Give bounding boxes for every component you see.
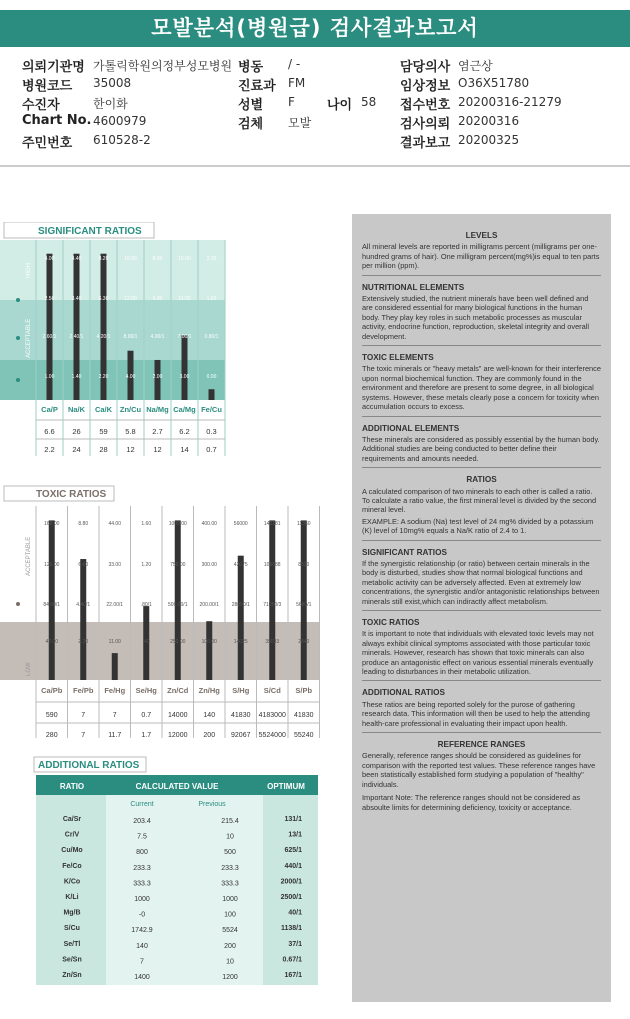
- current-value: 59: [99, 427, 108, 436]
- current-value: 41830: [294, 712, 314, 719]
- tick-label: 400.00: [201, 521, 217, 527]
- dept-label: 진료과: [238, 79, 276, 94]
- significant-ratios-chart: [0, 222, 240, 482]
- previous-value: 215.4: [221, 818, 239, 825]
- divider: [362, 467, 601, 468]
- requester-label: 의뢰기관명: [22, 60, 85, 75]
- tick-label: 500.00/1: [168, 602, 188, 608]
- tick-label: 1000.00: [168, 521, 187, 527]
- reference-note: Important Note: The reference ranges should not be considered as absoulte limits for determining deficiency, toxicity or acceptance.: [362, 793, 581, 812]
- subject-value: 한이화: [93, 97, 128, 111]
- tick-label: .80/1: [140, 602, 152, 608]
- bar-S-Pb: [301, 520, 307, 680]
- subheader-current: Current: [130, 801, 154, 808]
- tick-label: 1.00: [44, 374, 55, 380]
- previous-value: 10: [226, 833, 234, 841]
- marker-dot: [16, 298, 20, 302]
- code-label: 병원코드: [22, 79, 73, 94]
- column-name: Fe/Hg: [104, 686, 126, 695]
- optimum-value: 13/1: [288, 831, 302, 839]
- column-name: Na/Mg: [146, 405, 169, 414]
- current-value: 7: [81, 712, 86, 719]
- bar-S-Cd: [269, 520, 275, 680]
- specimen-label: 검체: [238, 117, 264, 132]
- tick-label: 44.00: [108, 521, 122, 527]
- current-value: 6.2: [179, 427, 190, 436]
- id-value: 610528-2: [93, 133, 151, 147]
- request-date-label: 검사의뢰: [400, 117, 451, 132]
- optimum-value: 440/1: [284, 862, 302, 870]
- tick-label: 4.00/1: [150, 334, 165, 340]
- tick-label: 4.00: [125, 374, 136, 380]
- tick-label: 200.00/1: [199, 602, 219, 608]
- current-value: -0: [138, 911, 146, 919]
- nutritional-text: Extensively studied, the nutrient minerals have been well defined and are considered essential for many biological functions in the human body. They play key roles in such metabolic processes as muscular activity, endocrine function, reproduction, skeletal integrity and overall development.: [362, 294, 590, 341]
- tick-label: 6.60: [78, 562, 89, 568]
- additional-heading: ADDITIONAL ELEMENTS: [362, 423, 460, 433]
- column-name: Ca/P: [41, 405, 58, 414]
- bar-Ca-Pb: [49, 520, 55, 680]
- previous-value: 280: [45, 732, 58, 739]
- tick-label: 2.20: [98, 374, 109, 380]
- ratio-name: Se/Sn: [62, 956, 82, 964]
- tick-label: 4.40/1: [76, 602, 91, 608]
- previous-value: 200: [203, 732, 216, 739]
- tick-label: 250.00: [170, 639, 186, 645]
- current-value: 1400: [134, 974, 150, 981]
- tick-label: 15.00: [178, 256, 191, 262]
- id-label: 주민번호: [22, 136, 73, 151]
- previous-value: 10: [226, 958, 234, 966]
- toxic-ratios-chart: [0, 484, 330, 750]
- previous-value: 5524: [222, 927, 238, 935]
- tick-label: 12.00: [124, 296, 137, 302]
- tick-label: 1.40: [71, 374, 82, 380]
- nutritional-heading: NUTRITIONAL ELEMENTS: [362, 282, 465, 292]
- tick-label: 106688: [263, 562, 281, 568]
- previous-value: 14: [180, 445, 189, 454]
- current-value: 41830: [231, 712, 251, 719]
- legend-panel: [352, 214, 611, 1002]
- tick-label: 100.00: [201, 639, 217, 645]
- tick-label: 1.50: [206, 296, 217, 302]
- column-name: Zn/Cu: [119, 405, 142, 414]
- age-value: 58: [361, 95, 377, 109]
- tick-label: 142281: [263, 521, 281, 527]
- zone-label: ACCEPTABLE: [26, 536, 32, 576]
- optimum-value: 131/1: [284, 816, 302, 823]
- current-value: 7: [112, 712, 117, 719]
- current-value: 5.8: [125, 427, 136, 436]
- optimum-value: 625/1: [284, 847, 302, 855]
- tick-label: 2.50: [44, 296, 55, 302]
- report-title: 모발분석(병원급) 검사결과보고서: [0, 10, 630, 47]
- patient-info: [0, 50, 630, 165]
- tick-label: 42.00: [45, 639, 59, 645]
- current-value: 14000: [168, 712, 188, 719]
- levels-heading: LEVELS: [465, 231, 498, 240]
- column-name: Ca/K: [94, 405, 113, 414]
- previous-value: 12: [126, 445, 135, 454]
- previous-value: 92067: [231, 732, 251, 739]
- sex-value: F: [288, 95, 295, 109]
- additional-ratios-heading: ADDITIONAL RATIOS: [362, 688, 445, 698]
- significant-text: If the synergistic relationship (or ratio) between certain minerals in the body is disturbed, studies show that normal biological functions and metabolic activity can be adversely affected. Even at extremely low concentrations, the synergistic and/or antagonistic relationships between minerals still exist,which can indiractly affect metabolism.: [362, 558, 600, 606]
- marker-dot: [16, 602, 20, 606]
- tick-label: 0.00: [206, 374, 217, 380]
- tick-label: 71050/3: [263, 602, 282, 608]
- optimum-value: 37/1: [288, 940, 302, 948]
- optimum-value: 2000/1: [280, 878, 302, 886]
- tick-label: 2.60/1: [42, 334, 57, 340]
- ratios-heading: RATIOS: [466, 475, 497, 485]
- current-value: 233.3: [133, 864, 151, 872]
- zone-acceptable: [0, 300, 225, 360]
- ratio-name: Ca/Sr: [62, 816, 82, 823]
- tick-label: 11.00: [108, 639, 121, 645]
- ratio-name: Se/Tl: [63, 940, 81, 948]
- previous-value: 1.7: [141, 732, 152, 739]
- optimum-value: 0.67/1: [282, 956, 302, 964]
- report-date-label: 결과보고: [400, 136, 451, 151]
- toxic-ratios-heading: TOXIC RATIOS: [362, 618, 420, 627]
- additional-ratios-table: [0, 755, 330, 987]
- column-name: S/Pb: [295, 686, 313, 695]
- header-optimum: OPTIMUM: [267, 782, 305, 791]
- bar-S-Hg: [238, 556, 244, 680]
- tick-label: 8520: [298, 562, 310, 568]
- column-name: Fe/Cu: [201, 405, 222, 414]
- tick-label: 56000: [233, 521, 248, 527]
- current-value: 0.3: [206, 427, 217, 436]
- tick-label: 14025: [233, 639, 248, 645]
- column-name: Ca/Mg: [173, 405, 196, 414]
- previous-value: 28: [99, 445, 108, 454]
- previous-value: 500: [224, 849, 236, 857]
- tick-label: 22.00/1: [106, 602, 124, 608]
- current-value: 26: [72, 427, 81, 436]
- tick-label: 2.00: [152, 374, 163, 380]
- specimen-value: 모발: [288, 116, 312, 130]
- current-value: 4183000: [258, 712, 286, 719]
- current-value: 2.7: [152, 427, 163, 436]
- tick-label: 33.00: [108, 562, 122, 568]
- ward-label: 병동: [238, 60, 264, 75]
- previous-value: 100: [224, 911, 236, 919]
- ratio-name: Cu/Mo: [61, 847, 83, 855]
- zone-label: ACCEPTABLE: [26, 318, 32, 358]
- significant-heading: SIGNIFICANT RATIOS: [362, 547, 447, 557]
- previous-value: 55240: [294, 732, 314, 739]
- current-value: 6.6: [44, 427, 55, 436]
- previous-value: 2.2: [44, 445, 55, 454]
- current-value: 140: [136, 942, 148, 950]
- ratio-name: Mg/B: [63, 909, 81, 917]
- tick-label: 4.00: [44, 256, 55, 262]
- optimum-value: 1138/1: [280, 925, 302, 933]
- current-value: 7.5: [137, 833, 147, 841]
- bar-Zn-Cd: [175, 520, 181, 680]
- bar-Fe-Hg: [112, 653, 118, 680]
- bar-Zn-Hg: [206, 621, 212, 680]
- column-name: Fe/Pb: [73, 686, 94, 695]
- tick-label: 0.80/1: [204, 334, 219, 340]
- tick-label: 5680/1: [296, 602, 312, 608]
- additional-ratios-text: These ratios are being reported solely for the purose of gathering research data. This information will then be used to help the attending health-care professional in evaluating their impact upon health.: [362, 699, 590, 728]
- column-name: Na/K: [67, 405, 86, 414]
- zone-low: [0, 360, 225, 400]
- section-title: SIGNIFICANT RATIOS: [38, 226, 142, 237]
- header-ratio: RATIO: [59, 782, 85, 791]
- column-name: Zn/Cd: [167, 686, 189, 695]
- header-calculated: CALCULATED VALUE: [135, 782, 219, 791]
- tick-label: 35533: [265, 639, 280, 645]
- receipt-label: 접수번호: [400, 98, 451, 113]
- current-value: 0.7: [141, 712, 152, 719]
- previous-value: 12000: [168, 732, 188, 739]
- tick-label: 8.80: [78, 521, 89, 527]
- tick-label: 6.30: [98, 296, 109, 302]
- ratio-name: K/Co: [63, 878, 81, 886]
- previous-value: 7: [81, 732, 86, 739]
- divider: [362, 275, 601, 276]
- sex-label: 성별: [238, 98, 264, 113]
- previous-value: 333.3: [221, 880, 239, 888]
- tick-label: 42075: [233, 562, 248, 568]
- tick-label: 2.20: [78, 639, 89, 645]
- divider: [362, 540, 601, 541]
- tick-label: 4.20/1: [96, 334, 111, 340]
- previous-value: 1000: [222, 896, 238, 903]
- previous-value: 24: [72, 445, 81, 454]
- zone-label: LOW: [26, 402, 32, 416]
- tick-label: 126.00: [44, 562, 60, 568]
- tick-label: 2.40/1: [69, 334, 84, 340]
- request-date-value: 20200316: [458, 114, 520, 128]
- subject-label: 수진자: [22, 98, 60, 113]
- tick-label: 3.40: [71, 296, 82, 302]
- divider: [362, 416, 601, 417]
- ratio-name: Zn/Sn: [62, 972, 82, 979]
- optimum-value: 40/1: [288, 909, 302, 917]
- toxic-ratios-text: It is important to note that individuals with elevated toxic levels may not always exhibit clinical symptoms associated with those particular toxic minerals. However, research has shown that toxic minerals can also produce an antagonistic effect on various essential minerals eventually leading to disturbances in their metabolic utilization.: [362, 629, 594, 677]
- column-name: Ca/Pb: [41, 686, 63, 695]
- ward-value: / -: [288, 57, 301, 71]
- divider: [0, 165, 630, 167]
- reference-text: Generally, reference ranges should be considered as guidelines for comparison with the reported test values. These reference ranges have been statistically established form studying a population of "healthy" individuals.: [362, 751, 596, 789]
- section-title: TOXIC RATIOS: [36, 489, 107, 500]
- ratio-name: K/Li: [65, 894, 79, 901]
- ratio-name: Fe/Co: [62, 862, 82, 870]
- tick-label: 750.00: [170, 562, 186, 568]
- receipt-value: 20200316-21279: [458, 95, 562, 109]
- divider: [362, 732, 601, 733]
- ratios-example: EXAMPLE: A sodium (Na) test level of 24 mg% divided by a potassium (K) level of 10mg% equals a Na/K ratio of 2.4 to 1.: [362, 516, 594, 536]
- tick-label: 300.00: [201, 562, 217, 568]
- divider: [362, 610, 601, 611]
- optimum-value: 2500/1: [280, 894, 302, 901]
- tick-label: 28050/1: [231, 602, 250, 608]
- age-label: 나이: [327, 98, 353, 113]
- current-value: 140: [203, 712, 216, 719]
- tick-label: 11360: [296, 521, 311, 527]
- tick-label: 11.00: [178, 296, 191, 302]
- previous-value: 5524000: [258, 732, 286, 739]
- ratio-name: Cr/V: [64, 831, 80, 839]
- levels-text: All mineral levels are reported in milligrams percent (milligrams per one-hundred grams of hair). One milligram percent(mg%)is equal to ten parts per million (ppm).: [362, 242, 600, 271]
- tick-label: 4.40: [71, 256, 82, 262]
- divider: [362, 680, 601, 681]
- current-value: 7: [140, 958, 144, 966]
- section-title: ADDITIONAL RATIOS: [38, 760, 140, 771]
- toxic-heading: TOXIC ELEMENTS: [362, 353, 434, 363]
- zone-label: LOW: [26, 662, 32, 676]
- column-name: Se/Hg: [135, 686, 157, 695]
- tick-label: 8.00: [152, 256, 163, 262]
- clinical-label: 임상정보: [400, 79, 451, 94]
- tick-label: 1.20: [141, 562, 152, 568]
- report-date-value: 20200325: [458, 133, 520, 147]
- current-value: 1742.9: [131, 927, 153, 935]
- tick-label: 8.00/1: [123, 334, 138, 340]
- current-value: 800: [136, 849, 148, 857]
- doctor-label: 담당의사: [400, 60, 451, 75]
- tick-label: 8.20: [98, 256, 109, 262]
- tick-label: 16.00: [124, 256, 137, 262]
- previous-value: 0.7: [206, 445, 217, 454]
- previous-value: 1200: [222, 974, 238, 981]
- chart-value: 4600979: [93, 114, 147, 128]
- marker-dot: [16, 378, 20, 382]
- current-value: 590: [45, 712, 58, 719]
- zone-label: HIGH: [26, 263, 32, 278]
- subheader-previous: Previous: [198, 801, 226, 808]
- tick-label: 7.00/1: [177, 334, 192, 340]
- additional-text: These minerals are considered as possibly essential by the human body. Additional studies are being conducted to better define their requirements and amounts needed.: [362, 434, 600, 463]
- previous-value: 12: [153, 445, 162, 454]
- optimum-value: 167/1: [284, 972, 302, 979]
- column-name: S/Hg: [232, 686, 250, 695]
- bar-Fe/Cu: [209, 389, 215, 400]
- tick-label: 3.00: [179, 374, 190, 380]
- chart-label: Chart No.: [22, 113, 92, 128]
- column-name: Zn/Hg: [198, 686, 220, 695]
- tick-label: 2840: [298, 639, 310, 645]
- tick-label: 2.30: [206, 256, 217, 262]
- previous-value: 200: [224, 942, 236, 950]
- column-name: S/Cd: [263, 686, 281, 695]
- dept-value: FM: [288, 76, 306, 90]
- clinical-value: O36X51780: [458, 76, 530, 90]
- doctor-value: 염근상: [458, 59, 493, 73]
- tick-label: 168.00: [44, 521, 60, 527]
- ratio-name: S/Cu: [64, 925, 80, 933]
- tick-label: 6.00: [152, 296, 163, 302]
- toxic-text: The toxic minerals or "heavy metals" are well-known for their interference upon normal biochemical function. They are commonly found in the environment and therefore are present to some degree, in all biological systems. However, these metals clearly pose a concern for toxicity when accumulation occurs to excess.: [362, 364, 601, 412]
- current-value: 1000: [134, 896, 150, 903]
- previous-value: 11.7: [108, 732, 122, 739]
- current-value: 203.4: [133, 818, 151, 825]
- previous-value: 233.3: [221, 864, 239, 872]
- zone-high: [0, 240, 225, 300]
- ratios-text: A calculated comparison of two minerals to each other is called a ratio. To calculate a ratio value, the first mineral level is divided by the second mineral level.: [362, 486, 597, 515]
- tick-label: 84.00/1: [43, 602, 61, 608]
- code-value: 35008: [93, 76, 132, 90]
- marker-dot: [16, 336, 20, 340]
- tick-label: .40: [142, 639, 150, 645]
- reference-heading: REFERENCE RANGES: [437, 740, 526, 750]
- divider: [362, 345, 601, 346]
- current-value: 333.3: [133, 880, 151, 888]
- requester-value: 가톨릭학원의정부성모병원: [93, 59, 233, 73]
- tick-label: 1.60: [141, 521, 152, 527]
